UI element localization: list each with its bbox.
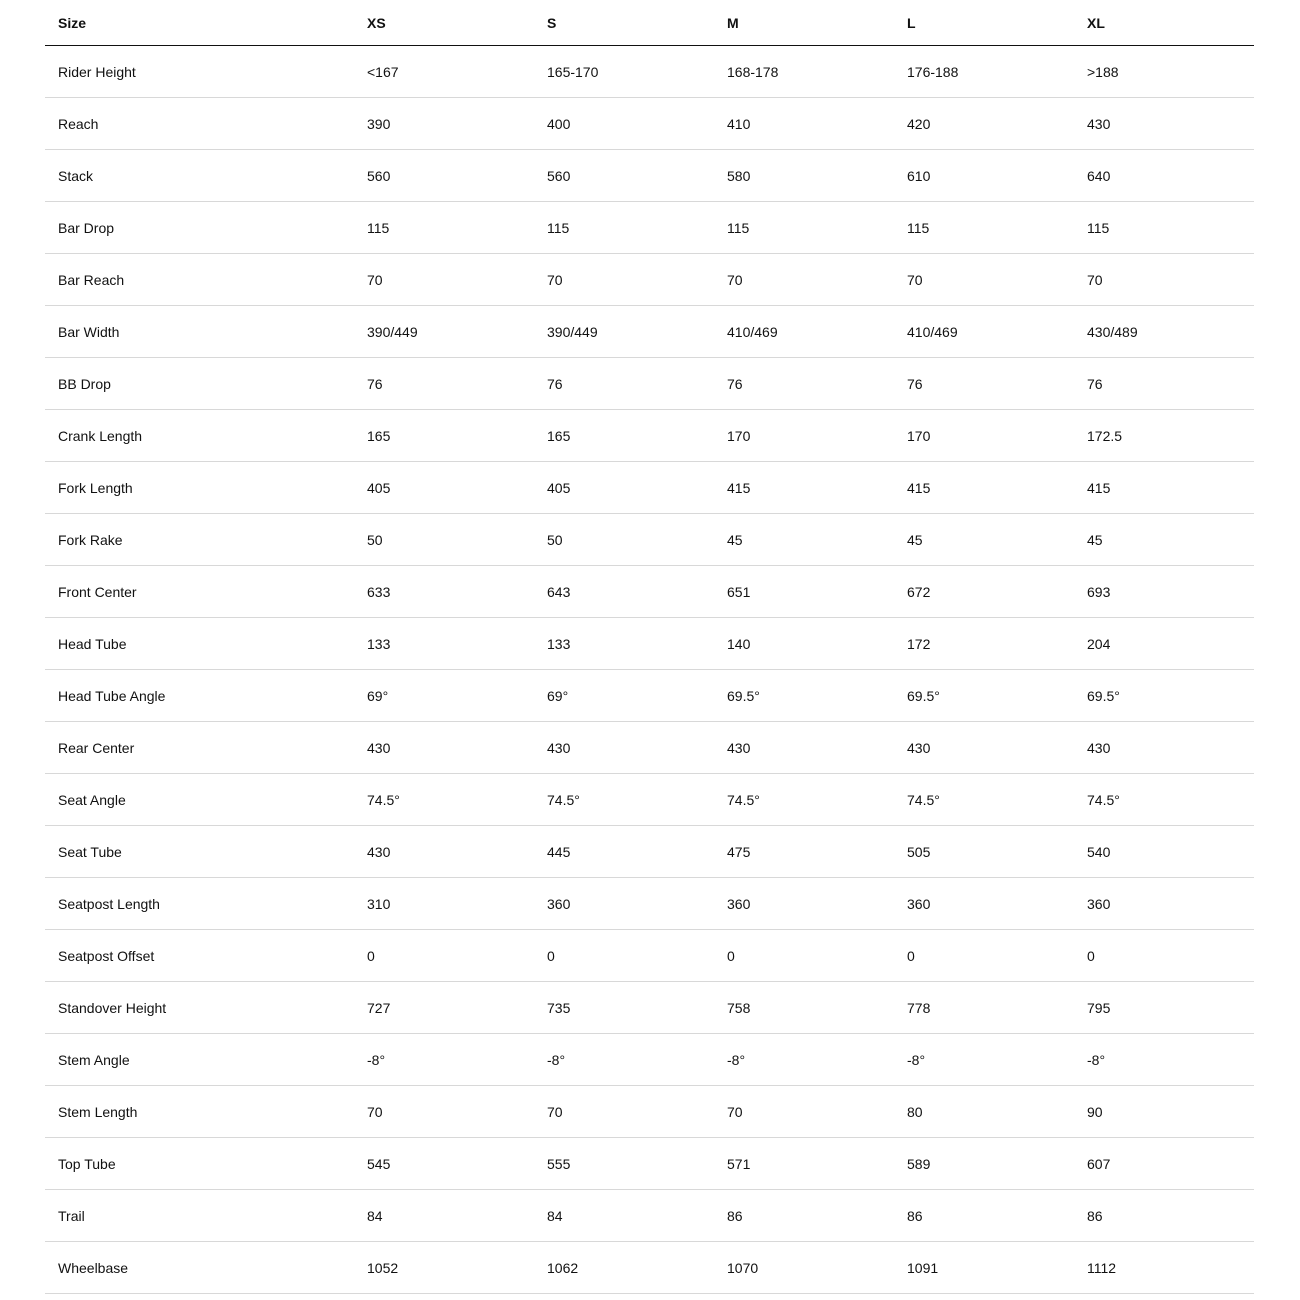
table-cell: 74.5° bbox=[894, 774, 1074, 826]
table-cell: 0 bbox=[894, 930, 1074, 982]
table-cell: 69.5° bbox=[714, 670, 894, 722]
table-row bbox=[45, 254, 1254, 306]
table-cell: -8° bbox=[534, 1034, 714, 1086]
table-row bbox=[45, 566, 1254, 618]
table-cell: 420 bbox=[894, 98, 1074, 150]
row-label: Crank Length bbox=[45, 410, 354, 462]
table-cell: 430 bbox=[354, 826, 534, 878]
table-cell: 430 bbox=[354, 722, 534, 774]
table-cell: 735 bbox=[534, 982, 714, 1034]
table-row bbox=[45, 358, 1254, 410]
table-cell: 76 bbox=[1074, 358, 1254, 410]
table-cell: 415 bbox=[1074, 462, 1254, 514]
table-row bbox=[45, 462, 1254, 514]
row-label: Fork Rake bbox=[45, 514, 354, 566]
table-cell: >188 bbox=[1074, 46, 1254, 98]
table-row bbox=[45, 1138, 1254, 1190]
column-header-s: S bbox=[534, 0, 714, 46]
table-cell: <167 bbox=[354, 46, 534, 98]
table-cell: 45 bbox=[714, 514, 894, 566]
table-cell: 430/489 bbox=[1074, 306, 1254, 358]
table-cell: 672 bbox=[894, 566, 1074, 618]
row-label: Rear Center bbox=[45, 722, 354, 774]
table-cell: 410/469 bbox=[894, 306, 1074, 358]
table-cell: 69.5° bbox=[894, 670, 1074, 722]
row-label: Front Center bbox=[45, 566, 354, 618]
row-label: BB Drop bbox=[45, 358, 354, 410]
row-label: Bar Drop bbox=[45, 202, 354, 254]
table-row bbox=[45, 774, 1254, 826]
table-cell: 0 bbox=[1074, 930, 1254, 982]
column-header-size: Size bbox=[45, 0, 354, 46]
column-header-l: L bbox=[894, 0, 1074, 46]
table-header bbox=[45, 0, 1254, 46]
table-cell: 115 bbox=[534, 202, 714, 254]
table-cell: 70 bbox=[714, 254, 894, 306]
table-cell: 1091 bbox=[894, 1242, 1074, 1294]
table-cell: -8° bbox=[714, 1034, 894, 1086]
table-cell: 76 bbox=[354, 358, 534, 410]
table-cell: 74.5° bbox=[534, 774, 714, 826]
table-cell: 415 bbox=[714, 462, 894, 514]
table-cell: 310 bbox=[354, 878, 534, 930]
row-label: Top Tube bbox=[45, 1138, 354, 1190]
table-cell: 172 bbox=[894, 618, 1074, 670]
table-cell: 410 bbox=[714, 98, 894, 150]
table-cell: 133 bbox=[534, 618, 714, 670]
table-cell: 405 bbox=[354, 462, 534, 514]
table-cell: 115 bbox=[894, 202, 1074, 254]
table-row bbox=[45, 46, 1254, 98]
table-cell: 1062 bbox=[534, 1242, 714, 1294]
table-cell: 589 bbox=[894, 1138, 1074, 1190]
table-cell: 86 bbox=[894, 1190, 1074, 1242]
table-cell: 0 bbox=[714, 930, 894, 982]
row-label: Rider Height bbox=[45, 46, 354, 98]
table-row bbox=[45, 930, 1254, 982]
geometry-table bbox=[45, 0, 1254, 1294]
table-cell: 778 bbox=[894, 982, 1074, 1034]
table-cell: 45 bbox=[894, 514, 1074, 566]
table-row bbox=[45, 514, 1254, 566]
table-cell: 115 bbox=[354, 202, 534, 254]
table-cell: 415 bbox=[894, 462, 1074, 514]
table-cell: 70 bbox=[894, 254, 1074, 306]
table-cell: 74.5° bbox=[1074, 774, 1254, 826]
table-cell: 84 bbox=[354, 1190, 534, 1242]
table-cell: 172.5 bbox=[1074, 410, 1254, 462]
table-cell: -8° bbox=[894, 1034, 1074, 1086]
table-cell: 360 bbox=[714, 878, 894, 930]
header-row bbox=[45, 0, 1254, 46]
table-cell: 390/449 bbox=[354, 306, 534, 358]
table-cell: 545 bbox=[354, 1138, 534, 1190]
table-cell: 115 bbox=[1074, 202, 1254, 254]
row-label: Stem Angle bbox=[45, 1034, 354, 1086]
row-label: Bar Reach bbox=[45, 254, 354, 306]
table-cell: 643 bbox=[534, 566, 714, 618]
table-row bbox=[45, 618, 1254, 670]
table-row bbox=[45, 826, 1254, 878]
table-cell: -8° bbox=[1074, 1034, 1254, 1086]
table-cell: 70 bbox=[714, 1086, 894, 1138]
table-cell: 430 bbox=[714, 722, 894, 774]
table-row bbox=[45, 410, 1254, 462]
table-cell: 475 bbox=[714, 826, 894, 878]
row-label: Head Tube bbox=[45, 618, 354, 670]
table-cell: 69.5° bbox=[1074, 670, 1254, 722]
table-row bbox=[45, 1086, 1254, 1138]
row-label: Fork Length bbox=[45, 462, 354, 514]
table-cell: 640 bbox=[1074, 150, 1254, 202]
table-row bbox=[45, 982, 1254, 1034]
row-label: Reach bbox=[45, 98, 354, 150]
table-cell: 204 bbox=[1074, 618, 1254, 670]
table-cell: 76 bbox=[894, 358, 1074, 410]
table-cell: 430 bbox=[534, 722, 714, 774]
table-cell: 1052 bbox=[354, 1242, 534, 1294]
table-cell: 651 bbox=[714, 566, 894, 618]
table-cell: 165 bbox=[534, 410, 714, 462]
table-cell: 410/469 bbox=[714, 306, 894, 358]
table-cell: 50 bbox=[534, 514, 714, 566]
table-row bbox=[45, 1034, 1254, 1086]
table-cell: 86 bbox=[1074, 1190, 1254, 1242]
table-cell: 115 bbox=[714, 202, 894, 254]
table-cell: 405 bbox=[534, 462, 714, 514]
table-cell: 165-170 bbox=[534, 46, 714, 98]
table-cell: 607 bbox=[1074, 1138, 1254, 1190]
row-label: Seatpost Offset bbox=[45, 930, 354, 982]
table-cell: 70 bbox=[534, 254, 714, 306]
table-cell: 45 bbox=[1074, 514, 1254, 566]
table-cell: 390 bbox=[354, 98, 534, 150]
row-label: Seat Angle bbox=[45, 774, 354, 826]
table-cell: 170 bbox=[714, 410, 894, 462]
row-label: Seat Tube bbox=[45, 826, 354, 878]
table-cell: 50 bbox=[354, 514, 534, 566]
table-cell: 727 bbox=[354, 982, 534, 1034]
table-cell: 445 bbox=[534, 826, 714, 878]
row-label: Head Tube Angle bbox=[45, 670, 354, 722]
table-cell: 633 bbox=[354, 566, 534, 618]
table-cell: 1070 bbox=[714, 1242, 894, 1294]
table-cell: 560 bbox=[354, 150, 534, 202]
row-label: Stack bbox=[45, 150, 354, 202]
row-label: Stem Length bbox=[45, 1086, 354, 1138]
table-cell: 540 bbox=[1074, 826, 1254, 878]
table-cell: 176-188 bbox=[894, 46, 1074, 98]
table-cell: 69° bbox=[534, 670, 714, 722]
table-cell: 505 bbox=[894, 826, 1074, 878]
table-cell: 168-178 bbox=[714, 46, 894, 98]
table-cell: 0 bbox=[354, 930, 534, 982]
table-cell: 1112 bbox=[1074, 1242, 1254, 1294]
row-label: Trail bbox=[45, 1190, 354, 1242]
table-body bbox=[45, 46, 1254, 1294]
table-row bbox=[45, 98, 1254, 150]
table-cell: 390/449 bbox=[534, 306, 714, 358]
table-cell: 360 bbox=[894, 878, 1074, 930]
table-cell: 430 bbox=[1074, 98, 1254, 150]
table-cell: 571 bbox=[714, 1138, 894, 1190]
row-label: Wheelbase bbox=[45, 1242, 354, 1294]
table-cell: 165 bbox=[354, 410, 534, 462]
table-cell: 133 bbox=[354, 618, 534, 670]
table-row bbox=[45, 1190, 1254, 1242]
table-cell: 90 bbox=[1074, 1086, 1254, 1138]
table-cell: 580 bbox=[714, 150, 894, 202]
table-cell: 430 bbox=[894, 722, 1074, 774]
table-cell: 560 bbox=[534, 150, 714, 202]
table-cell: 69° bbox=[354, 670, 534, 722]
table-cell: 360 bbox=[1074, 878, 1254, 930]
table-cell: 430 bbox=[1074, 722, 1254, 774]
row-label: Seatpost Length bbox=[45, 878, 354, 930]
table-row bbox=[45, 878, 1254, 930]
table-cell: 80 bbox=[894, 1086, 1074, 1138]
table-cell: 140 bbox=[714, 618, 894, 670]
table-cell: 70 bbox=[354, 1086, 534, 1138]
table-cell: -8° bbox=[354, 1034, 534, 1086]
table-cell: 76 bbox=[534, 358, 714, 410]
table-cell: 70 bbox=[534, 1086, 714, 1138]
table-row bbox=[45, 202, 1254, 254]
table-row bbox=[45, 722, 1254, 774]
table-cell: 0 bbox=[534, 930, 714, 982]
table-cell: 360 bbox=[534, 878, 714, 930]
column-header-xl: XL bbox=[1074, 0, 1254, 46]
column-header-xs: XS bbox=[354, 0, 534, 46]
row-label: Standover Height bbox=[45, 982, 354, 1034]
table-cell: 758 bbox=[714, 982, 894, 1034]
table-cell: 170 bbox=[894, 410, 1074, 462]
table-cell: 86 bbox=[714, 1190, 894, 1242]
table-cell: 693 bbox=[1074, 566, 1254, 618]
table-row bbox=[45, 1242, 1254, 1294]
table-row bbox=[45, 306, 1254, 358]
table-cell: 555 bbox=[534, 1138, 714, 1190]
column-header-m: M bbox=[714, 0, 894, 46]
table-cell: 76 bbox=[714, 358, 894, 410]
table-cell: 84 bbox=[534, 1190, 714, 1242]
table-row bbox=[45, 150, 1254, 202]
table-cell: 795 bbox=[1074, 982, 1254, 1034]
table-cell: 70 bbox=[354, 254, 534, 306]
table-cell: 74.5° bbox=[354, 774, 534, 826]
row-label: Bar Width bbox=[45, 306, 354, 358]
table-cell: 70 bbox=[1074, 254, 1254, 306]
table-cell: 610 bbox=[894, 150, 1074, 202]
table-cell: 400 bbox=[534, 98, 714, 150]
table-row bbox=[45, 670, 1254, 722]
table-cell: 74.5° bbox=[714, 774, 894, 826]
